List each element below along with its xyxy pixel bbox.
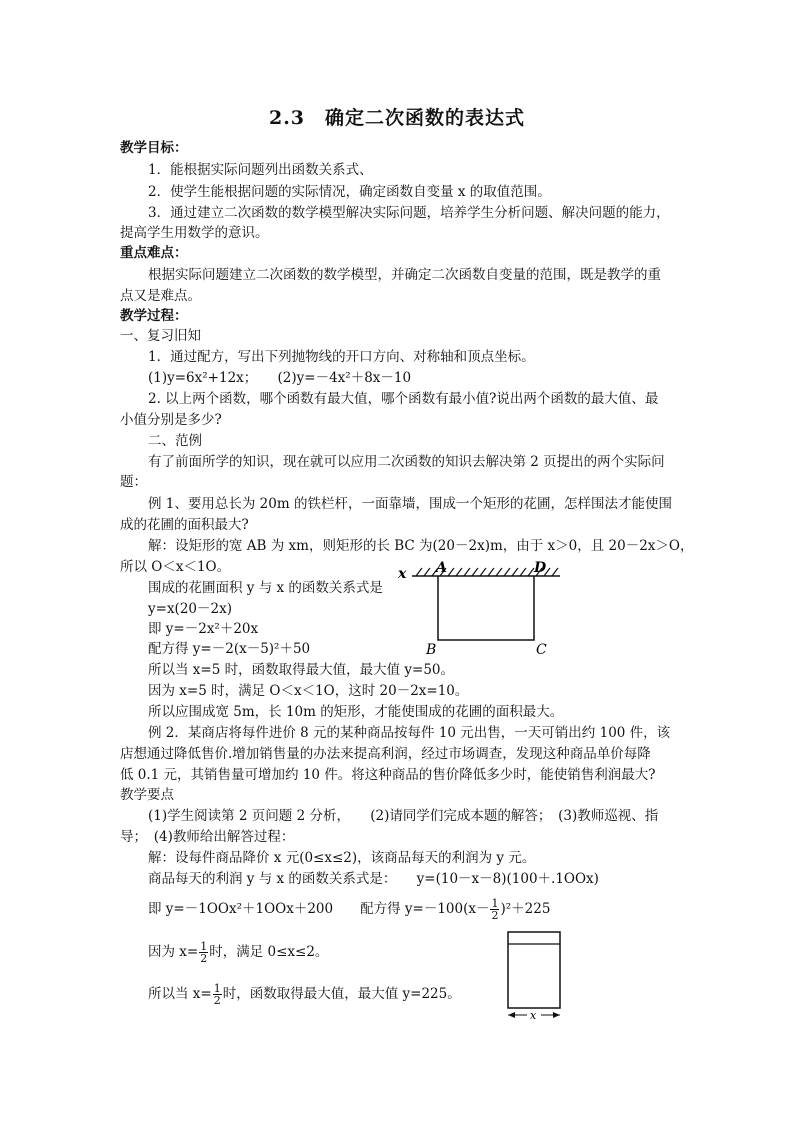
goal-3-cont: 提高学生用数学的意识。 <box>120 225 269 241</box>
review-1: 1．通过配方，写出下列抛物线的开口方向、对称轴和顶点坐标。 <box>148 349 535 365</box>
example-1-relation: 围成的花圃面积 y 与 x 的函数关系式是 <box>148 580 383 596</box>
figure-label-A: A <box>436 560 447 576</box>
section-heading-key: 重点难点： <box>120 245 188 261</box>
example-2: 例 2．某商店将每件进价 8 元的某种商品按每件 10 元出售，一天可销出约 100 件，该 <box>148 725 671 741</box>
teaching-points: (1)学生阅读第 2 页问题 2 分析， (2)请同学们完成本题的解答； (3)教师巡视、指 <box>148 808 659 824</box>
examples-intro: 有了前面所学的知识，现在就可以应用二次函数的知识去解决第 2 页提出的两个实际问 <box>148 454 665 470</box>
review-2: 2. 以上两个函数，哪个函数有最大值，哪个函数有最小值?说出两个函数的最大值、最 <box>148 391 659 407</box>
window-figure <box>504 930 566 1022</box>
dimension-label-x: x <box>530 1009 537 1022</box>
goal-2: 2．使学生能根据问题的实际情况，确定函数自变量 x 的取值范围。 <box>148 184 551 200</box>
section-heading-goals: 教学目标： <box>120 140 188 156</box>
review-2-cont: 小值分别是多少? <box>120 412 222 428</box>
subsection-examples: 二、范例 <box>148 433 202 449</box>
key-text: 根据实际问题建立二次函数的数学模型，并确定二次函数自变量的范围，既是教学的重 <box>148 267 661 283</box>
figure-label-C: C <box>536 642 547 658</box>
fence-rectangle <box>438 576 534 640</box>
example-2-solution: 解：设每件商品降价 x 元(0≤x≤2)，该商品每天的利润为 y 元。 <box>148 850 536 866</box>
example-1: 例 1、要用总长为 20m 的铁栏杆，一面靠墙，围成一个矩形的花圃，怎样围法才能使围 <box>148 496 672 512</box>
fraction-one-half: $\frac{1}{2}$ <box>213 982 221 1007</box>
example-1-formula-3: 配方得 y=－2(x－5)²＋50 <box>148 641 311 657</box>
example-1-solution-cont: 所以 O＜x＜1O。 <box>120 559 231 575</box>
fraction-one-half: $\frac{1}{2}$ <box>491 897 499 922</box>
subsection-review: 一、复习旧知 <box>120 328 201 344</box>
example-2-conclusion <box>148 983 461 1006</box>
page-title: 2.3 确定二次函数的表达式 <box>268 107 526 129</box>
example-1-conclusion-1: 所以当 x=5 时，函数取得最大值，最大值 y=50。 <box>148 662 455 678</box>
example-1-solution: 解：设矩形的宽 AB 为 xm，则矩形的长 BC 为(20－2x)m，由于 x＞0，且 20－2x＞O， <box>148 538 694 554</box>
goal-3: 3．通过建立二次函数的数学模型解决实际问题，培养学生分析问题、解决问题的能力， <box>148 205 670 221</box>
example-2-check <box>148 941 328 964</box>
example-1-cont: 成的花圃的面积最大? <box>120 517 249 533</box>
section-heading-process: 教学过程： <box>120 308 188 324</box>
figure-label-x: x <box>398 566 407 582</box>
key-text-cont: 点又是难点。 <box>120 288 201 304</box>
example-1-formula-1: y=x(20－2x) <box>148 601 232 617</box>
example-1-conclusion-3: 所以应围成宽 5m，长 10m 的矩形，才能使围成的花圃的面积最大。 <box>148 704 564 720</box>
teaching-points-cont: 导； (4)教师给出解答过程： <box>120 829 295 845</box>
example-2-cont-1: 店想通过降低售价.增加销售量的办法来提高利润，经过市场调查，发现这种商品单价每降 <box>120 746 651 762</box>
check-text: 因为 x= <box>148 944 199 960</box>
check-end: 时，满足 0≤x≤2。 <box>209 944 329 960</box>
figure-label-D: D <box>534 560 547 576</box>
example-1-conclusion-2: 因为 x=5 时，满足 O＜x＜1O，这时 20－2x=10。 <box>148 683 469 699</box>
garden-figure <box>398 558 568 658</box>
conclusion-text: 所以当 x= <box>148 986 212 1002</box>
goal-1: 1．能根据实际问题列出函数关系式、 <box>148 162 373 178</box>
vertex-form-text: 即 y=－1OOx²＋1OOx＋200 配方得 y=－100(x－ <box>148 901 490 917</box>
conclusion-end: 时，函数取得最大值，最大值 y=225。 <box>222 986 461 1002</box>
example-2-cont-2: 低 0.1 元，其销售量可增加约 10 件。将这种商品的售价降低多少时，能使销售利润最大? <box>120 767 656 783</box>
dimension-arrow-left <box>508 1012 515 1018</box>
example-2-vertex-form <box>148 898 550 921</box>
fraction-one-half: $\frac{1}{2}$ <box>200 940 208 965</box>
example-2-relation: 商品每天的利润 y 与 x 的函数关系式是： y=(10－x－8)(100＋.1OOx) <box>148 871 599 887</box>
example-1-formula-2: 即 y=－2x²＋20x <box>148 621 259 637</box>
vertex-form-end: )²＋225 <box>500 901 551 917</box>
teaching-points-heading: 教学要点 <box>120 787 174 803</box>
examples-intro-cont: 题： <box>120 474 147 490</box>
dimension-arrow-right <box>553 1012 560 1018</box>
figure-label-B: B <box>426 642 437 658</box>
review-formulas: (1)y=6x²+12x； (2)y=－4x²＋8x－10 <box>148 370 412 386</box>
